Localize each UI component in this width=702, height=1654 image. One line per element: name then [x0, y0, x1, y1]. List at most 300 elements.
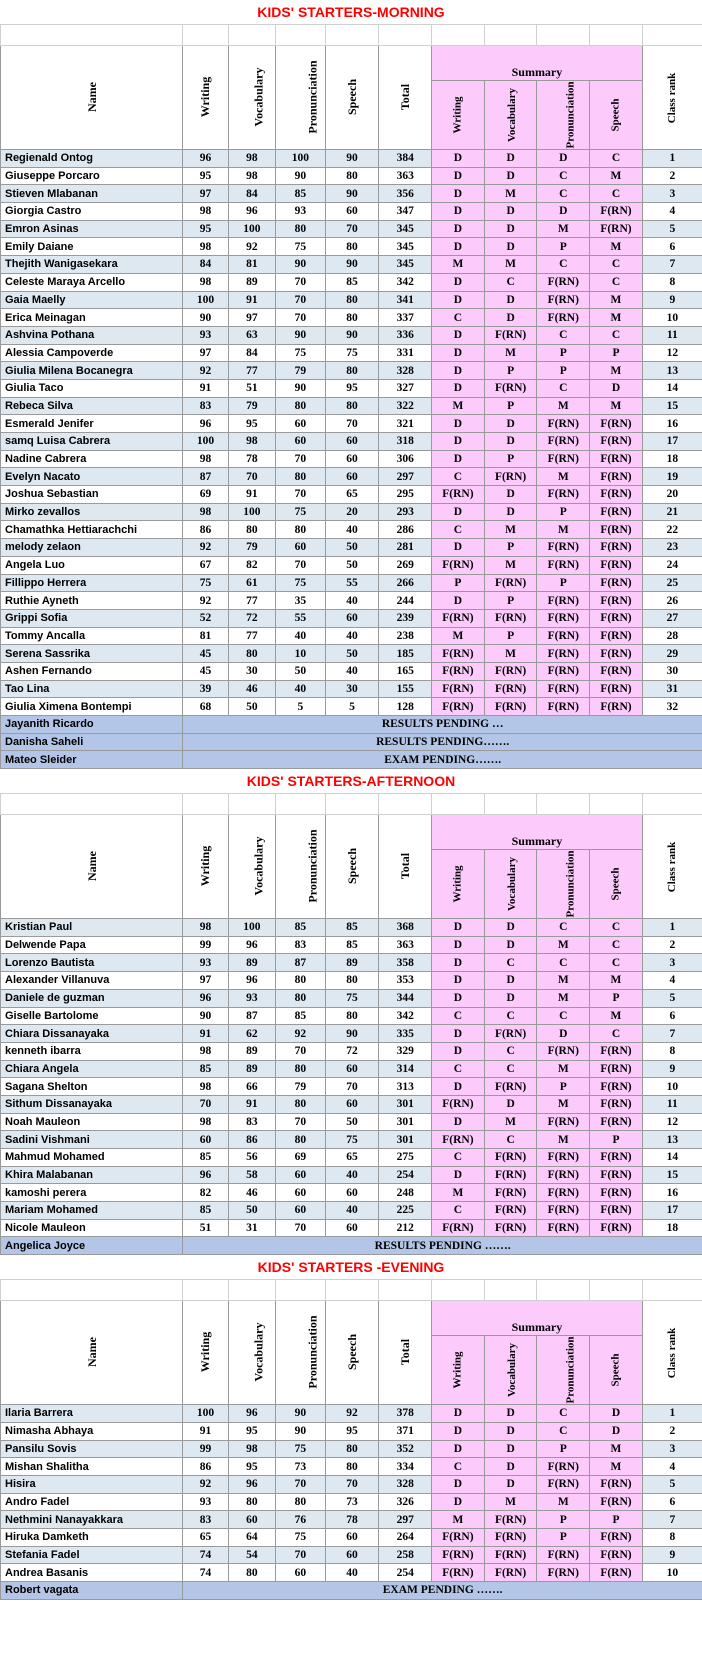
writing-grade: F(RN) [432, 1095, 485, 1113]
student-name: kamoshi perera [1, 1184, 183, 1202]
writing-grade: F(RN) [432, 1219, 485, 1237]
speech-score: 40 [325, 592, 379, 610]
speech-grade: F(RN) [590, 220, 643, 238]
pronunciation-grade: F(RN) [537, 539, 590, 557]
speech-grade: F(RN) [590, 1564, 643, 1582]
student-name: Hisira [1, 1475, 183, 1493]
pronunciation-grade: D [537, 150, 590, 168]
table-row [1, 362, 702, 380]
speech-grade: M [590, 291, 643, 309]
speech-score: 70 [325, 415, 379, 433]
table-row [1, 150, 702, 168]
student-name: Ruthie Ayneth [1, 592, 183, 610]
writing-grade: C [432, 1149, 485, 1167]
pronunciation-grade: C [537, 1007, 590, 1025]
writing-score: 93 [183, 1493, 228, 1511]
speech-grade: F(RN) [590, 1475, 643, 1493]
writing-score: 87 [183, 468, 228, 486]
vocabulary-grade: D [484, 433, 537, 451]
pronunciation-grade: P [537, 1440, 590, 1458]
section-title: KIDS' STARTERS-AFTERNOON [246, 773, 456, 790]
vocabulary-grade: P [484, 450, 537, 468]
vocabulary-grade: F(RN) [484, 1166, 537, 1184]
pronunciation-grade: P [537, 238, 590, 256]
writing-grade: D [432, 379, 485, 397]
total-score: 314 [379, 1060, 432, 1078]
table-row [1, 645, 702, 663]
writing-score: 98 [183, 919, 228, 937]
vocabulary-score: 46 [228, 1184, 275, 1202]
writing-grade: M [432, 397, 485, 415]
total-score: 328 [379, 362, 432, 380]
vocabulary-score: 50 [228, 698, 275, 716]
vocabulary-grade: D [484, 989, 537, 1007]
vocabulary-grade: C [484, 273, 537, 291]
writing-score: 85 [183, 1149, 228, 1167]
speech-grade: C [590, 919, 643, 937]
total-score: 337 [379, 309, 432, 327]
writing-grade: C [432, 1060, 485, 1078]
pronunciation-grade: D [537, 1025, 590, 1043]
writing-grade: D [432, 1042, 485, 1060]
class-rank: 14 [642, 1149, 702, 1167]
header-summary-writing-label: Writing [451, 96, 464, 134]
pronunciation-score: 70 [276, 1113, 326, 1131]
writing-grade: P [432, 574, 485, 592]
vocabulary-score: 84 [228, 185, 275, 203]
vocabulary-grade: F(RN) [484, 609, 537, 627]
header-class-rank [642, 46, 702, 150]
pronunciation-score: 60 [276, 415, 326, 433]
vocabulary-score: 46 [228, 680, 275, 698]
speech-score: 40 [325, 1166, 379, 1184]
pending-status: EXAM PENDING ……. [183, 1582, 702, 1600]
header-class-rank-label: Class rank [666, 1327, 679, 1378]
vocabulary-grade: D [484, 972, 537, 990]
speech-score: 30 [325, 680, 379, 698]
vocabulary-score: 98 [228, 167, 275, 185]
pronunciation-grade: F(RN) [537, 698, 590, 716]
speech-score: 60 [325, 203, 379, 221]
table-row [1, 1060, 702, 1078]
vocabulary-grade: D [484, 291, 537, 309]
class-rank: 9 [642, 1546, 702, 1564]
speech-score: 55 [325, 574, 379, 592]
pronunciation-score: 73 [276, 1458, 326, 1476]
pronunciation-score: 60 [276, 1202, 326, 1220]
vocabulary-grade: D [484, 1458, 537, 1476]
writing-score: 98 [183, 503, 228, 521]
class-rank: 7 [642, 1511, 702, 1529]
pronunciation-score: 79 [276, 362, 326, 380]
student-name: Sithum Dissanayaka [1, 1095, 183, 1113]
writing-grade: D [432, 273, 485, 291]
table-row [1, 1422, 702, 1440]
student-name: Gaia Maelly [1, 291, 183, 309]
speech-score: 89 [325, 954, 379, 972]
writing-score: 100 [183, 433, 228, 451]
pronunciation-score: 80 [276, 1060, 326, 1078]
writing-score: 97 [183, 972, 228, 990]
student-name: Emily Daiane [1, 238, 183, 256]
header-summary-writing [432, 1336, 485, 1405]
speech-score: 60 [325, 609, 379, 627]
student-name: Nadine Cabrera [1, 450, 183, 468]
speech-score: 60 [325, 1528, 379, 1546]
class-rank: 19 [642, 468, 702, 486]
vocabulary-grade: F(RN) [484, 1219, 537, 1237]
table-row [1, 1007, 702, 1025]
pronunciation-grade: F(RN) [537, 1166, 590, 1184]
pronunciation-score: 75 [276, 344, 326, 362]
class-rank: 2 [642, 167, 702, 185]
total-score: 301 [379, 1131, 432, 1149]
vocabulary-score: 54 [228, 1546, 275, 1564]
speech-grade: M [590, 309, 643, 327]
class-rank: 6 [642, 1493, 702, 1511]
speech-score: 78 [325, 1511, 379, 1529]
speech-score: 40 [325, 1564, 379, 1582]
class-rank: 23 [642, 539, 702, 557]
speech-grade: F(RN) [590, 450, 643, 468]
vocabulary-grade: F(RN) [484, 1546, 537, 1564]
vocabulary-score: 84 [228, 344, 275, 362]
pronunciation-score: 80 [276, 1131, 326, 1149]
table-row [1, 185, 702, 203]
pronunciation-grade: P [537, 1528, 590, 1546]
vocabulary-grade: F(RN) [484, 1025, 537, 1043]
class-rank: 13 [642, 1131, 702, 1149]
total-score: 358 [379, 954, 432, 972]
writing-grade: D [432, 592, 485, 610]
vocabulary-grade: P [484, 362, 537, 380]
speech-score: 70 [325, 1475, 379, 1493]
writing-score: 100 [183, 291, 228, 309]
table-row [1, 1113, 702, 1131]
pronunciation-grade: F(RN) [537, 309, 590, 327]
speech-score: 40 [325, 521, 379, 539]
writing-score: 45 [183, 662, 228, 680]
pronunciation-score: 70 [276, 273, 326, 291]
vocabulary-score: 58 [228, 1166, 275, 1184]
class-rank: 32 [642, 698, 702, 716]
writing-grade: D [432, 1113, 485, 1131]
speech-score: 75 [325, 1131, 379, 1149]
writing-grade: D [432, 326, 485, 344]
header-summary-speech [590, 1336, 643, 1405]
writing-score: 68 [183, 698, 228, 716]
speech-score: 50 [325, 539, 379, 557]
pronunciation-grade: F(RN) [537, 1184, 590, 1202]
vocabulary-score: 100 [228, 220, 275, 238]
table-row [1, 1078, 702, 1096]
vocabulary-grade: F(RN) [484, 468, 537, 486]
pronunciation-grade: M [537, 1060, 590, 1078]
speech-grade: F(RN) [590, 556, 643, 574]
vocabulary-grade: D [484, 1405, 537, 1423]
vocabulary-grade: D [484, 1475, 537, 1493]
pronunciation-score: 10 [276, 645, 326, 663]
vocabulary-score: 30 [228, 662, 275, 680]
writing-grade: D [432, 344, 485, 362]
writing-score: 75 [183, 574, 228, 592]
writing-score: 69 [183, 486, 228, 504]
vocabulary-score: 95 [228, 1458, 275, 1476]
student-name: Thejith Wanigasekara [1, 256, 183, 274]
total-score: 345 [379, 238, 432, 256]
student-name: Serena Sassrika [1, 645, 183, 663]
pronunciation-grade: F(RN) [537, 1219, 590, 1237]
header-summary-vocabulary [484, 81, 537, 150]
student-name: Nicole Mauleon [1, 1219, 183, 1237]
speech-score: 60 [325, 1060, 379, 1078]
speech-score: 90 [325, 326, 379, 344]
speech-score: 80 [325, 1458, 379, 1476]
table-row [1, 1202, 702, 1220]
vocabulary-grade: F(RN) [484, 1202, 537, 1220]
table-row [1, 256, 702, 274]
pronunciation-score: 80 [276, 397, 326, 415]
pending-status: RESULTS PENDING … [183, 716, 702, 734]
pronunciation-score: 60 [276, 1564, 326, 1582]
total-score: 363 [379, 167, 432, 185]
header-vocabulary [228, 46, 275, 150]
class-rank: 1 [642, 1405, 702, 1423]
student-name: Alexander Villanuva [1, 972, 183, 990]
speech-grade: F(RN) [590, 609, 643, 627]
class-rank: 3 [642, 1440, 702, 1458]
speech-score: 80 [325, 238, 379, 256]
speech-grade: M [590, 1458, 643, 1476]
header-name [1, 46, 183, 150]
pronunciation-score: 75 [276, 1528, 326, 1546]
writing-score: 91 [183, 1025, 228, 1043]
vocabulary-score: 51 [228, 379, 275, 397]
total-score: 318 [379, 433, 432, 451]
student-name: Delwende Papa [1, 936, 183, 954]
vocabulary-score: 86 [228, 1131, 275, 1149]
student-name: Hiruka Damketh [1, 1528, 183, 1546]
table-row [1, 1546, 702, 1564]
speech-score: 70 [325, 220, 379, 238]
total-score: 185 [379, 645, 432, 663]
table-row [1, 273, 702, 291]
student-name: Pansilu Sovis [1, 1440, 183, 1458]
writing-score: 90 [183, 309, 228, 327]
speech-score: 80 [325, 1440, 379, 1458]
writing-grade: C [432, 1458, 485, 1476]
vocabulary-score: 80 [228, 521, 275, 539]
vocabulary-score: 78 [228, 450, 275, 468]
writing-score: 96 [183, 150, 228, 168]
total-score: 165 [379, 662, 432, 680]
table-row [1, 1131, 702, 1149]
vocabulary-grade: D [484, 309, 537, 327]
student-name: Giselle Bartolome [1, 1007, 183, 1025]
writing-grade: D [432, 150, 485, 168]
table-row [1, 627, 702, 645]
total-score: 301 [379, 1113, 432, 1131]
table-row [1, 1184, 702, 1202]
table-row [1, 609, 702, 627]
header-speech-label: Speech [344, 79, 359, 115]
total-score: 293 [379, 503, 432, 521]
vocabulary-score: 89 [228, 1042, 275, 1060]
student-name: Tao Lina [1, 680, 183, 698]
writing-score: 100 [183, 1405, 228, 1423]
pronunciation-grade: F(RN) [537, 273, 590, 291]
speech-score: 92 [325, 1405, 379, 1423]
speech-score: 80 [325, 1007, 379, 1025]
header-vocabulary [228, 815, 275, 919]
speech-grade: F(RN) [590, 1060, 643, 1078]
table-row [1, 379, 702, 397]
pronunciation-score: 60 [276, 1184, 326, 1202]
total-score: 297 [379, 1511, 432, 1529]
vocabulary-score: 98 [228, 1440, 275, 1458]
writing-grade: F(RN) [432, 680, 485, 698]
pronunciation-grade: M [537, 521, 590, 539]
pronunciation-grade: P [537, 344, 590, 362]
table-row [1, 415, 702, 433]
pronunciation-score: 35 [276, 592, 326, 610]
writing-grade: C [432, 1007, 485, 1025]
table-row [1, 238, 702, 256]
table-row [1, 680, 702, 698]
writing-grade: D [432, 238, 485, 256]
pronunciation-score: 70 [276, 1546, 326, 1564]
spacer-row [1, 25, 702, 46]
writing-grade: D [432, 989, 485, 1007]
student-name: Kristian Paul [1, 919, 183, 937]
header-total [379, 1301, 432, 1405]
class-rank: 22 [642, 521, 702, 539]
speech-grade: C [590, 954, 643, 972]
pronunciation-score: 90 [276, 1422, 326, 1440]
vocabulary-grade: M [484, 645, 537, 663]
section-title: KIDS' STARTERS -EVENING [257, 1259, 445, 1276]
header-summary-vocabulary-label: Vocabulary [505, 88, 518, 142]
total-score: 336 [379, 326, 432, 344]
pronunciation-grade: F(RN) [537, 433, 590, 451]
pronunciation-score: 70 [276, 486, 326, 504]
header-summary: Summary [432, 815, 643, 850]
student-name: Rebeca Silva [1, 397, 183, 415]
pronunciation-grade: M [537, 1131, 590, 1149]
vocabulary-grade: M [484, 1113, 537, 1131]
pronunciation-score: 70 [276, 556, 326, 574]
total-score: 321 [379, 415, 432, 433]
writing-grade: F(RN) [432, 1131, 485, 1149]
writing-score: 86 [183, 1458, 228, 1476]
total-score: 378 [379, 1405, 432, 1423]
vocabulary-score: 91 [228, 291, 275, 309]
total-score: 344 [379, 989, 432, 1007]
vocabulary-grade: M [484, 256, 537, 274]
table-row [1, 574, 702, 592]
writing-grade: D [432, 1025, 485, 1043]
speech-score: 60 [325, 1546, 379, 1564]
header-summary: Summary [432, 1301, 643, 1336]
class-rank: 4 [642, 972, 702, 990]
header-summary-vocabulary-label: Vocabulary [505, 1343, 518, 1398]
table-row [1, 167, 702, 185]
writing-score: 93 [183, 326, 228, 344]
writing-grade: D [432, 539, 485, 557]
total-score: 352 [379, 1440, 432, 1458]
student-name: Chamathka Hettiarachchi [1, 521, 183, 539]
pending-row [1, 733, 702, 751]
writing-score: 96 [183, 415, 228, 433]
writing-grade: D [432, 203, 485, 221]
speech-grade: C [590, 185, 643, 203]
total-score: 295 [379, 486, 432, 504]
class-rank: 8 [642, 273, 702, 291]
vocabulary-grade: D [484, 415, 537, 433]
speech-grade: M [590, 1440, 643, 1458]
class-rank: 17 [642, 1202, 702, 1220]
vocabulary-grade: C [484, 1060, 537, 1078]
pronunciation-score: 80 [276, 1095, 326, 1113]
pronunciation-grade: F(RN) [537, 680, 590, 698]
pronunciation-score: 70 [276, 309, 326, 327]
writing-score: 95 [183, 167, 228, 185]
writing-grade: F(RN) [432, 698, 485, 716]
class-rank: 29 [642, 645, 702, 663]
speech-grade: F(RN) [590, 1149, 643, 1167]
header-name-label: Name [84, 1337, 99, 1368]
total-score: 264 [379, 1528, 432, 1546]
header-summary-pronunciation [537, 81, 590, 150]
header-class-rank-label: Class rank [666, 841, 679, 892]
writing-grade: D [432, 1440, 485, 1458]
speech-grade: M [590, 397, 643, 415]
pronunciation-score: 80 [276, 1493, 326, 1511]
writing-score: 74 [183, 1564, 228, 1582]
student-name: kenneth ibarra [1, 1042, 183, 1060]
writing-grade: D [432, 433, 485, 451]
pronunciation-grade: M [537, 936, 590, 954]
pronunciation-grade: F(RN) [537, 645, 590, 663]
vocabulary-grade: F(RN) [484, 1184, 537, 1202]
student-name: Joshua Sebastian [1, 486, 183, 504]
vocabulary-score: 79 [228, 397, 275, 415]
total-score: 345 [379, 256, 432, 274]
pronunciation-score: 75 [276, 574, 326, 592]
writing-grade: D [432, 291, 485, 309]
speech-grade: C [590, 273, 643, 291]
pending-status: RESULTS PENDING ……. [183, 1237, 702, 1255]
vocabulary-score: 89 [228, 1060, 275, 1078]
total-score: 286 [379, 521, 432, 539]
pronunciation-score: 90 [276, 379, 326, 397]
class-rank: 11 [642, 1095, 702, 1113]
speech-grade: C [590, 256, 643, 274]
class-rank: 16 [642, 415, 702, 433]
section-evening [0, 1255, 702, 1600]
pronunciation-score: 92 [276, 1025, 326, 1043]
writing-grade: F(RN) [432, 662, 485, 680]
vocabulary-score: 66 [228, 1078, 275, 1096]
student-name: Mateo Sleider [1, 751, 183, 769]
student-name: Andrea Basanis [1, 1564, 183, 1582]
total-score: 225 [379, 1202, 432, 1220]
header-total [379, 46, 432, 150]
total-score: 368 [379, 919, 432, 937]
vocabulary-grade: P [484, 539, 537, 557]
writing-grade: M [432, 1511, 485, 1529]
vocabulary-score: 80 [228, 1493, 275, 1511]
